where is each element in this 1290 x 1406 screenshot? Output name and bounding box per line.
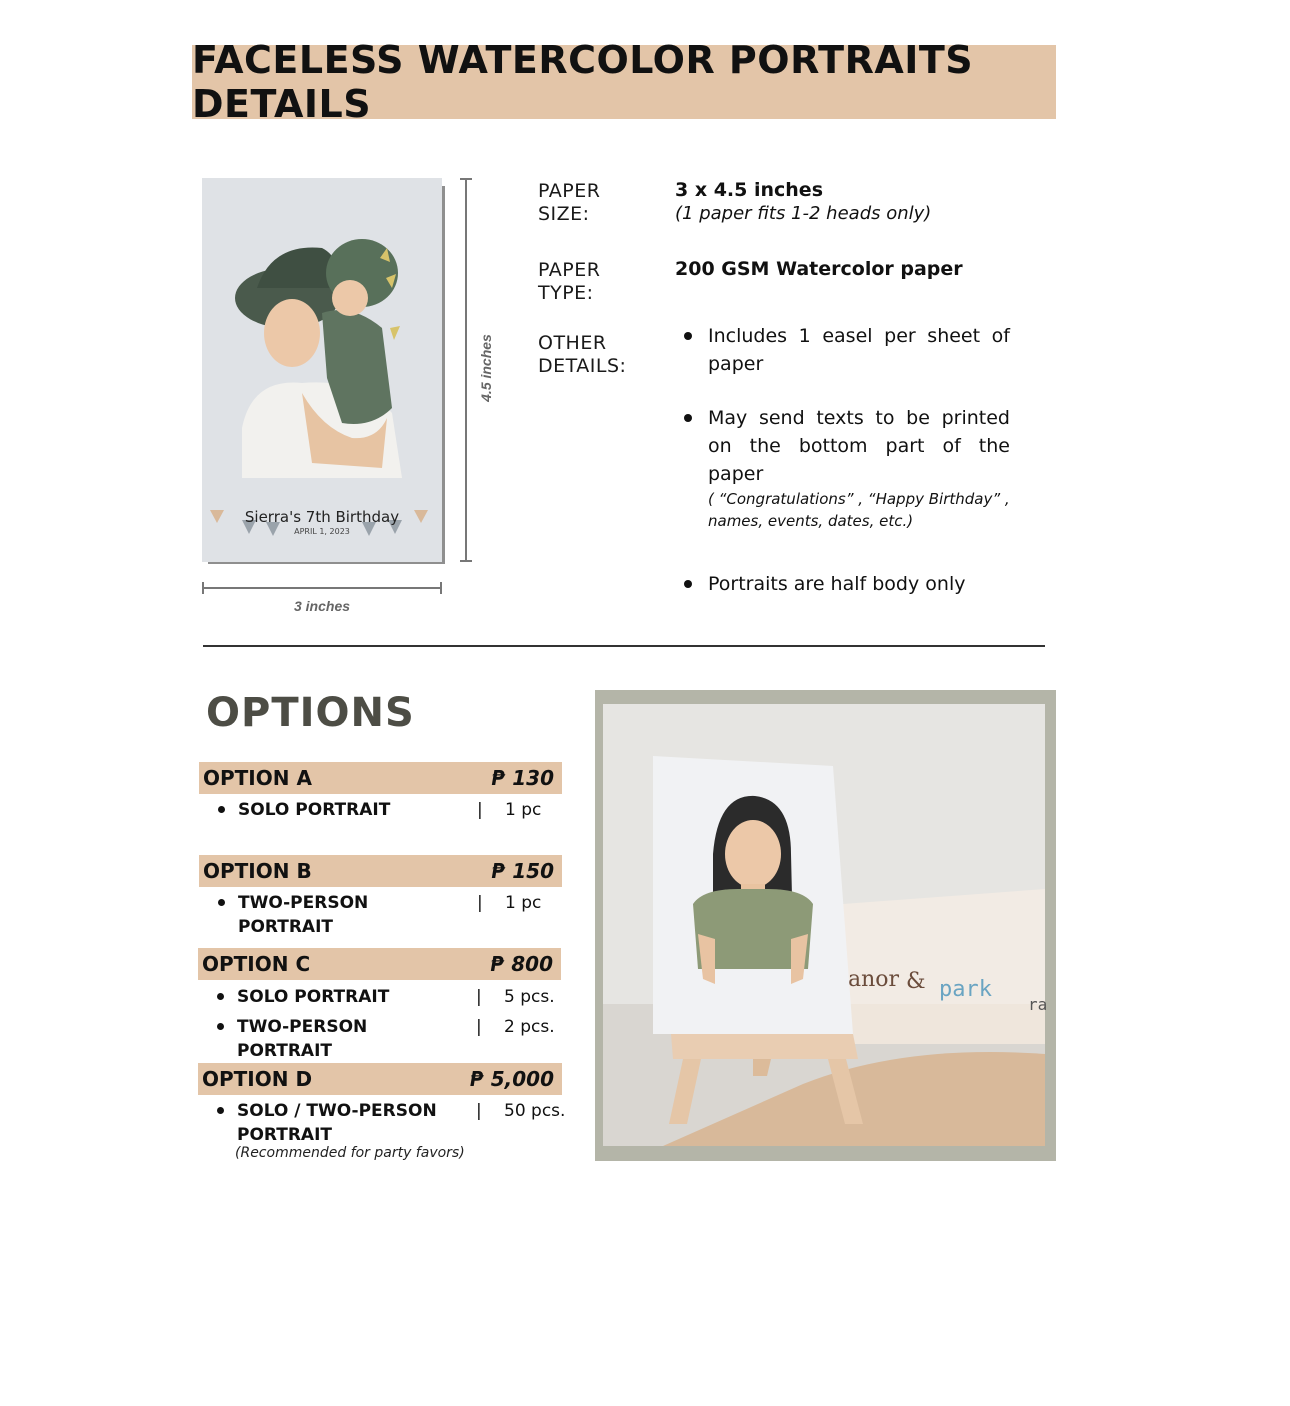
sample-caption: Sierra's 7th Birthday <box>244 508 400 526</box>
bullet-dot <box>217 1023 224 1030</box>
option-b-header <box>199 855 562 887</box>
paper-type-label: PAPER TYPE: <box>538 259 601 304</box>
other-details-label: OTHER DETAILS: <box>538 332 627 377</box>
option-price: ₱ 5,000 <box>469 1067 554 1091</box>
sample-date: APRIL 1, 2023 <box>294 527 350 536</box>
option-name: OPTION D <box>202 1067 313 1091</box>
item-name: TWO-PERSON PORTRAIT <box>237 1017 368 1061</box>
item-name: SOLO PORTRAIT <box>238 800 391 820</box>
title-banner <box>192 38 1056 126</box>
paper-size-label: PAPER SIZE: <box>538 180 601 225</box>
easel-photo <box>603 704 1048 1146</box>
option-name: OPTION B <box>203 859 312 883</box>
option-c-item <box>217 1015 577 1061</box>
option-name: OPTION C <box>202 952 311 976</box>
book-text: ra <box>1028 995 1048 1014</box>
item-name: TWO-PERSON PORTRAIT <box>238 893 369 937</box>
list-item <box>680 570 1010 598</box>
sample-portrait-illustration <box>202 178 442 562</box>
book-ampersand: & <box>906 969 926 994</box>
option-d-note: (Recommended for party favors) <box>235 1145 465 1161</box>
section-divider <box>203 645 1045 647</box>
option-price: ₱ 150 <box>491 859 554 883</box>
width-dimension-tick <box>440 582 442 594</box>
width-dimension-tick <box>202 582 204 594</box>
detail-text: Includes 1 easel per sheet of paper <box>708 325 1010 375</box>
paper-type-value-block <box>675 257 963 282</box>
item-separator: | <box>476 987 482 1007</box>
other-details-list <box>680 322 1010 598</box>
width-dimension-line <box>202 587 442 589</box>
width-dimension-label: 3 inches <box>293 598 351 614</box>
paper-size-note: (1 paper fits 1-2 heads only) <box>675 203 932 224</box>
item-quantity: 2 pcs. <box>504 1017 555 1037</box>
option-a-header <box>199 762 562 794</box>
item-quantity: 5 pcs. <box>504 987 555 1007</box>
bullet-dot <box>217 993 224 1000</box>
height-dimension-line <box>465 178 467 562</box>
book-text: park <box>939 977 992 1002</box>
option-price: ₱ 800 <box>490 952 553 976</box>
book-text: anor <box>848 967 900 992</box>
sample-portrait-card <box>202 178 442 562</box>
item-quantity: 50 pcs. <box>504 1101 566 1121</box>
item-quantity: 1 pc <box>505 800 542 820</box>
page-title: FACELESS WATERCOLOR PORTRAITS DETAILS <box>192 38 974 126</box>
paper-size-value: 3 x 4.5 inches <box>675 179 824 201</box>
bullet-dot <box>217 1107 224 1114</box>
detail-text: Portraits are half body only <box>708 573 966 595</box>
detail-text: May send texts to be printed on the bottom part of the paper <box>708 407 1010 485</box>
item-separator: | <box>476 1017 482 1037</box>
option-c-item <box>217 985 577 1009</box>
item-quantity: 1 pc <box>505 893 542 913</box>
option-d-header <box>198 1063 562 1095</box>
item-separator: | <box>477 893 483 913</box>
item-separator: | <box>477 800 483 820</box>
item-name: SOLO PORTRAIT <box>237 987 390 1007</box>
easel-photo-illustration <box>603 704 1048 1146</box>
item-name: SOLO / TWO-PERSON PORTRAIT <box>237 1101 437 1145</box>
list-item <box>680 322 1010 378</box>
option-c-header <box>198 948 561 980</box>
option-name: OPTION A <box>203 766 312 790</box>
options-heading: OPTIONS <box>206 690 415 736</box>
height-dimension-tick <box>460 178 472 180</box>
detail-subtext: ( “Congratulations” , “Happy Birthday” , names, events, dates, etc.) <box>708 490 1010 530</box>
option-d-item <box>217 1099 577 1147</box>
option-price: ₱ 130 <box>491 766 554 790</box>
list-item <box>680 404 1010 532</box>
bullet-dot <box>218 899 225 906</box>
paper-size-value-block <box>675 178 1035 224</box>
height-dimension-tick <box>460 560 472 562</box>
height-dimension-label: 4.5 inches <box>478 334 494 402</box>
paper-type-value: 200 GSM Watercolor paper <box>675 258 963 280</box>
bullet-dot <box>218 806 225 813</box>
option-b-item <box>218 891 578 937</box>
option-a-item <box>218 798 578 822</box>
item-separator: | <box>476 1101 482 1121</box>
